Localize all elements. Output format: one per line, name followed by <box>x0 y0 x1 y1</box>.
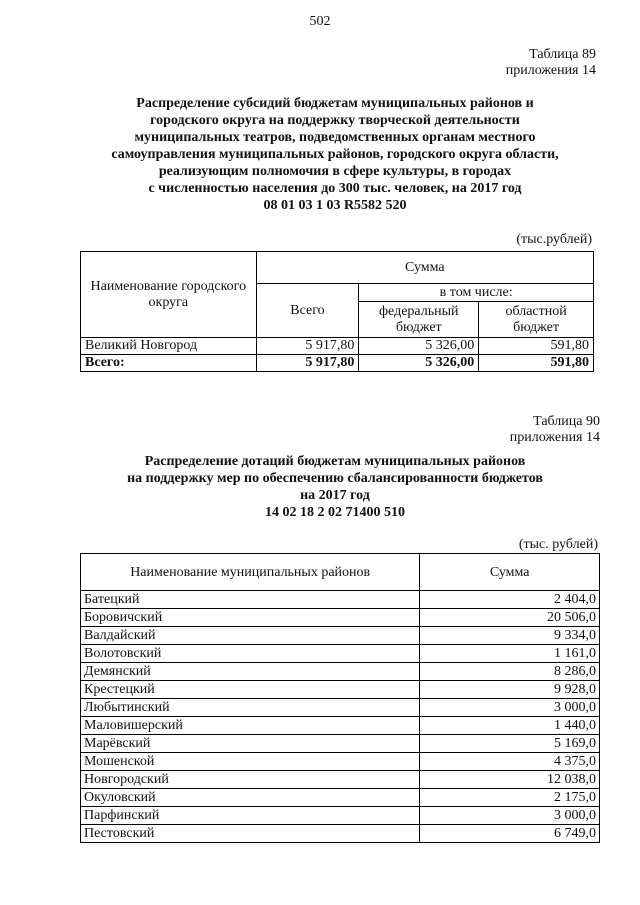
table89-title-line: муниципальных театров, подведомственных органам местного <box>134 130 536 145</box>
table89-row-federal: 5 326,00 <box>359 338 479 355</box>
table-row <box>81 609 600 627</box>
table89-total-all: 5 917,80 <box>256 355 359 372</box>
district-name: Батецкий <box>81 591 420 609</box>
district-sum: 9 334,0 <box>420 627 600 645</box>
table90-sum-header: Сумма <box>420 554 600 591</box>
district-sum: 5 169,0 <box>420 735 600 753</box>
table89-total-row <box>81 355 594 372</box>
table89-row-name: Великий Новгород <box>81 338 257 355</box>
table89-total-header: Всего <box>256 284 359 338</box>
district-sum: 12 038,0 <box>420 771 600 789</box>
table90-units: (тыс. рублей) <box>518 537 598 552</box>
table89-regional-header: областной бюджет <box>479 302 594 338</box>
table89-ref-line1: Таблица 89 <box>529 47 596 62</box>
table-row <box>81 717 600 735</box>
table-row <box>81 699 600 717</box>
table-row <box>81 681 600 699</box>
district-sum: 8 286,0 <box>420 663 600 681</box>
district-sum: 1 161,0 <box>420 645 600 663</box>
district-name: Пестовский <box>81 825 420 843</box>
table90-name-header: Наименование муниципальных районов <box>81 554 420 591</box>
district-sum: 20 506,0 <box>420 609 600 627</box>
table90-title-line: на поддержку мер по обеспечению сбалансированности бюджетов <box>127 471 543 486</box>
table90-title-line: на 2017 год <box>300 488 370 503</box>
table90-ref-line2: приложения 14 <box>509 430 600 445</box>
table-row <box>81 789 600 807</box>
table89-sum-header: Сумма <box>256 252 593 284</box>
table89-name-header: Наименование городского округа <box>81 252 257 338</box>
table-row <box>81 663 600 681</box>
table89-total-label: Всего: <box>81 355 257 372</box>
district-name: Боровичский <box>81 609 420 627</box>
district-name: Любытинский <box>81 699 420 717</box>
table-row <box>81 627 600 645</box>
table90-code: 14 02 18 2 02 71400 510 <box>265 505 405 520</box>
table89-title-line: Распределение субсидий бюджетам муниципальных районов и <box>136 96 534 111</box>
table89-code: 08 01 03 1 03 R5582 520 <box>263 198 407 213</box>
table-row <box>81 645 600 663</box>
table89-total-regional: 591,80 <box>479 355 594 372</box>
table-row <box>81 807 600 825</box>
table89-total-federal: 5 326,00 <box>359 355 479 372</box>
table89-ref <box>506 47 596 79</box>
table89 <box>80 251 594 372</box>
table-row <box>81 753 600 771</box>
district-sum: 4 375,0 <box>420 753 600 771</box>
table-row <box>81 338 594 355</box>
district-name: Окуловский <box>81 789 420 807</box>
district-sum: 1 440,0 <box>420 717 600 735</box>
district-sum: 9 928,0 <box>420 681 600 699</box>
table89-title-line: с численностью населения до 300 тыс. человек, на 2017 год <box>148 181 522 196</box>
table-row <box>81 771 600 789</box>
table89-title <box>80 95 590 214</box>
district-sum: 2 404,0 <box>420 591 600 609</box>
table89-title-line: самоуправления муниципальных районов, городского округа области, <box>111 147 559 162</box>
district-name: Крестецкий <box>81 681 420 699</box>
district-name: Демянский <box>81 663 420 681</box>
table89-units: (тыс.рублей) <box>516 232 592 247</box>
table89-including-header: в том числе: <box>359 284 594 302</box>
district-name: Маловишерский <box>81 717 420 735</box>
district-name: Мошенской <box>81 753 420 771</box>
district-name: Новгородский <box>81 771 420 789</box>
table90 <box>80 553 600 843</box>
table90-ref <box>510 414 600 446</box>
table89-title-line: реализующим полномочия в сфере культуры, в городах <box>158 164 512 179</box>
table89-federal-header: федеральный бюджет <box>359 302 479 338</box>
district-name: Марёвский <box>81 735 420 753</box>
table89-title-line: городского округа на поддержку творческой деятельности <box>150 113 520 128</box>
table90-title <box>80 453 590 521</box>
table89-row-regional: 591,80 <box>479 338 594 355</box>
table-row <box>81 591 600 609</box>
district-sum: 2 175,0 <box>420 789 600 807</box>
table-row <box>81 735 600 753</box>
table89-ref-line2: приложения 14 <box>505 63 596 78</box>
table89-row-total: 5 917,80 <box>256 338 359 355</box>
table90-title-line: Распределение дотаций бюджетам муниципальных районов <box>144 454 526 469</box>
table-row <box>81 825 600 843</box>
district-sum: 3 000,0 <box>420 807 600 825</box>
page-number: 502 <box>309 14 331 29</box>
table90-ref-line1: Таблица 90 <box>533 414 600 429</box>
district-sum: 6 749,0 <box>420 825 600 843</box>
district-sum: 3 000,0 <box>420 699 600 717</box>
district-name: Парфинский <box>81 807 420 825</box>
district-name: Волотовский <box>81 645 420 663</box>
district-name: Валдайский <box>81 627 420 645</box>
